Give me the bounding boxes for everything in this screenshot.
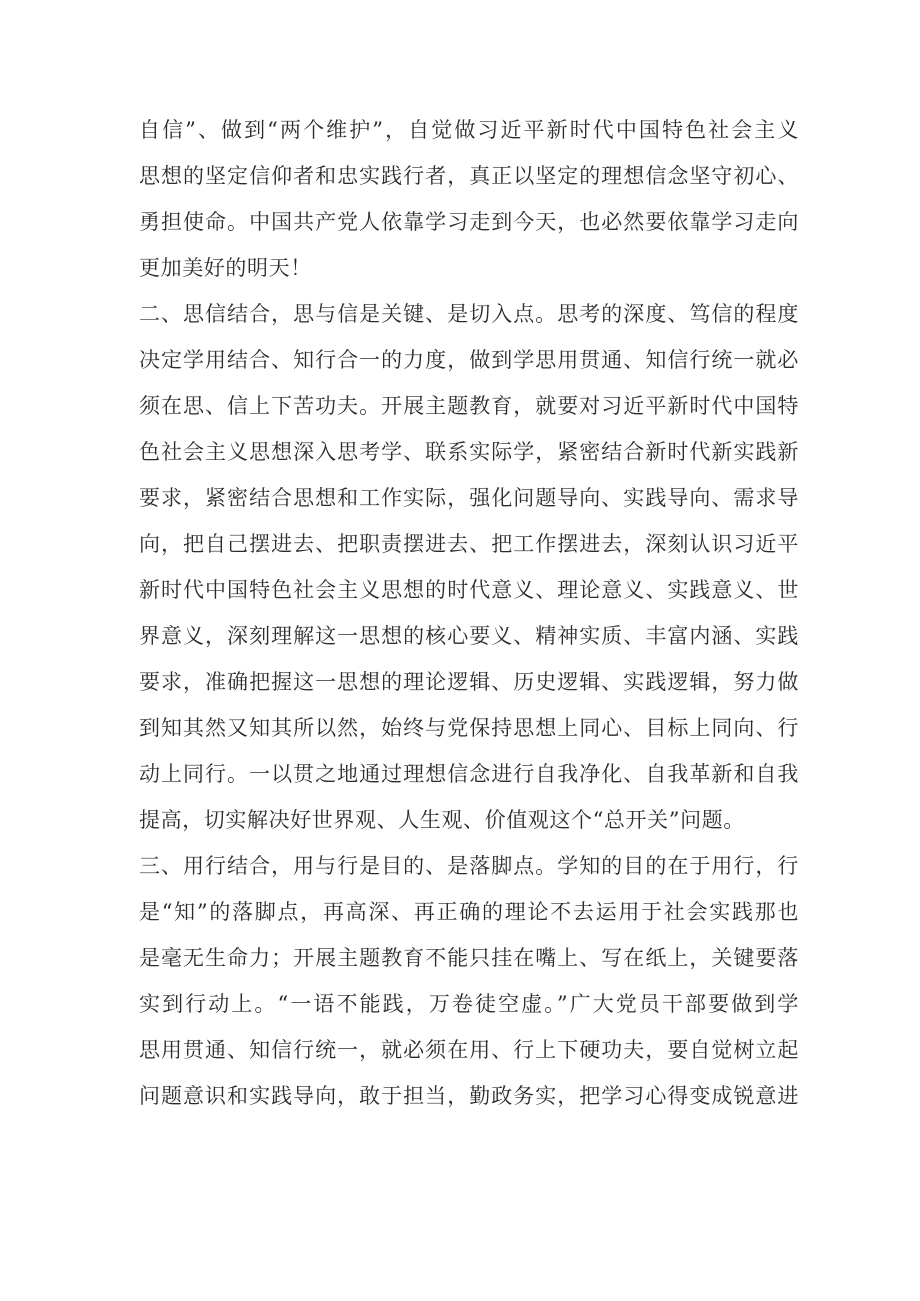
text-line: 动上同行。一以贯之地通过理想信念进行自我净化、自我革新和自我 xyxy=(139,762,799,786)
text-line: 三、用行结合，用与行是目的、是落脚点。学知的目的在于用行，行 xyxy=(139,854,799,878)
text-line: 实到行动上。“一语不能践，万卷徒空虚。”广大党员干部要做到学 xyxy=(139,992,799,1016)
text-line: 到知其然又知其所以然，始终与党保持思想上同心、目标上同向、行 xyxy=(139,716,799,740)
text-line: 思想的坚定信仰者和忠实践行者，真正以坚定的理想信念坚守初心、 xyxy=(139,164,799,188)
text-line: 思用贯通、知信行统一，就必须在用、行上下硬功夫，要自觉树立起 xyxy=(139,1038,799,1062)
text-line: 要求，准确把握这一思想的理论逻辑、历史逻辑、实践逻辑，努力做 xyxy=(139,670,799,694)
text-line: 是毫无生命力；开展主题教育不能只挂在嘴上、写在纸上，关键要落 xyxy=(139,946,799,970)
text-line: 新时代中国特色社会主义思想的时代意义、理论意义、实践意义、世 xyxy=(139,578,799,602)
text-line: 二、思信结合，思与信是关键、是切入点。思考的深度、笃信的程度 xyxy=(139,302,799,326)
text-line: 提高，切实解决好世界观、人生观、价值观这个“总开关”问题。 xyxy=(139,808,745,832)
text-line: 更加美好的明天！ xyxy=(139,256,312,280)
text-line: 勇担使命。中国共产党人依靠学习走到今天，也必然要依靠学习走向 xyxy=(139,210,799,234)
text-line: 决定学用结合、知行合一的力度，做到学思用贯通、知信行统一就必 xyxy=(139,348,799,372)
text-line: 是“知”的落脚点，再高深、再正确的理论不去运用于社会实践那也 xyxy=(139,900,799,924)
text-line: 色社会主义思想深入思考学、联系实际学，紧密结合新时代新实践新 xyxy=(139,440,799,464)
text-line: 界意义，深刻理解这一思想的核心要义、精神实质、丰富内涵、实践 xyxy=(139,624,799,648)
text-line: 须在思、信上下苦功夫。开展主题教育，就要对习近平新时代中国特 xyxy=(139,394,799,418)
text-line: 向，把自己摆进去、把职责摆进去、把工作摆进去，深刻认识习近平 xyxy=(139,532,799,556)
text-line: 自信”、做到“两个维护”，自觉做习近平新时代中国特色社会主义 xyxy=(139,118,799,142)
text-line: 问题意识和实践导向，敢于担当，勤政务实，把学习心得变成锐意进 xyxy=(139,1084,799,1108)
text-line: 要求，紧密结合思想和工作实际，强化问题导向、实践导向、需求导 xyxy=(139,486,799,510)
